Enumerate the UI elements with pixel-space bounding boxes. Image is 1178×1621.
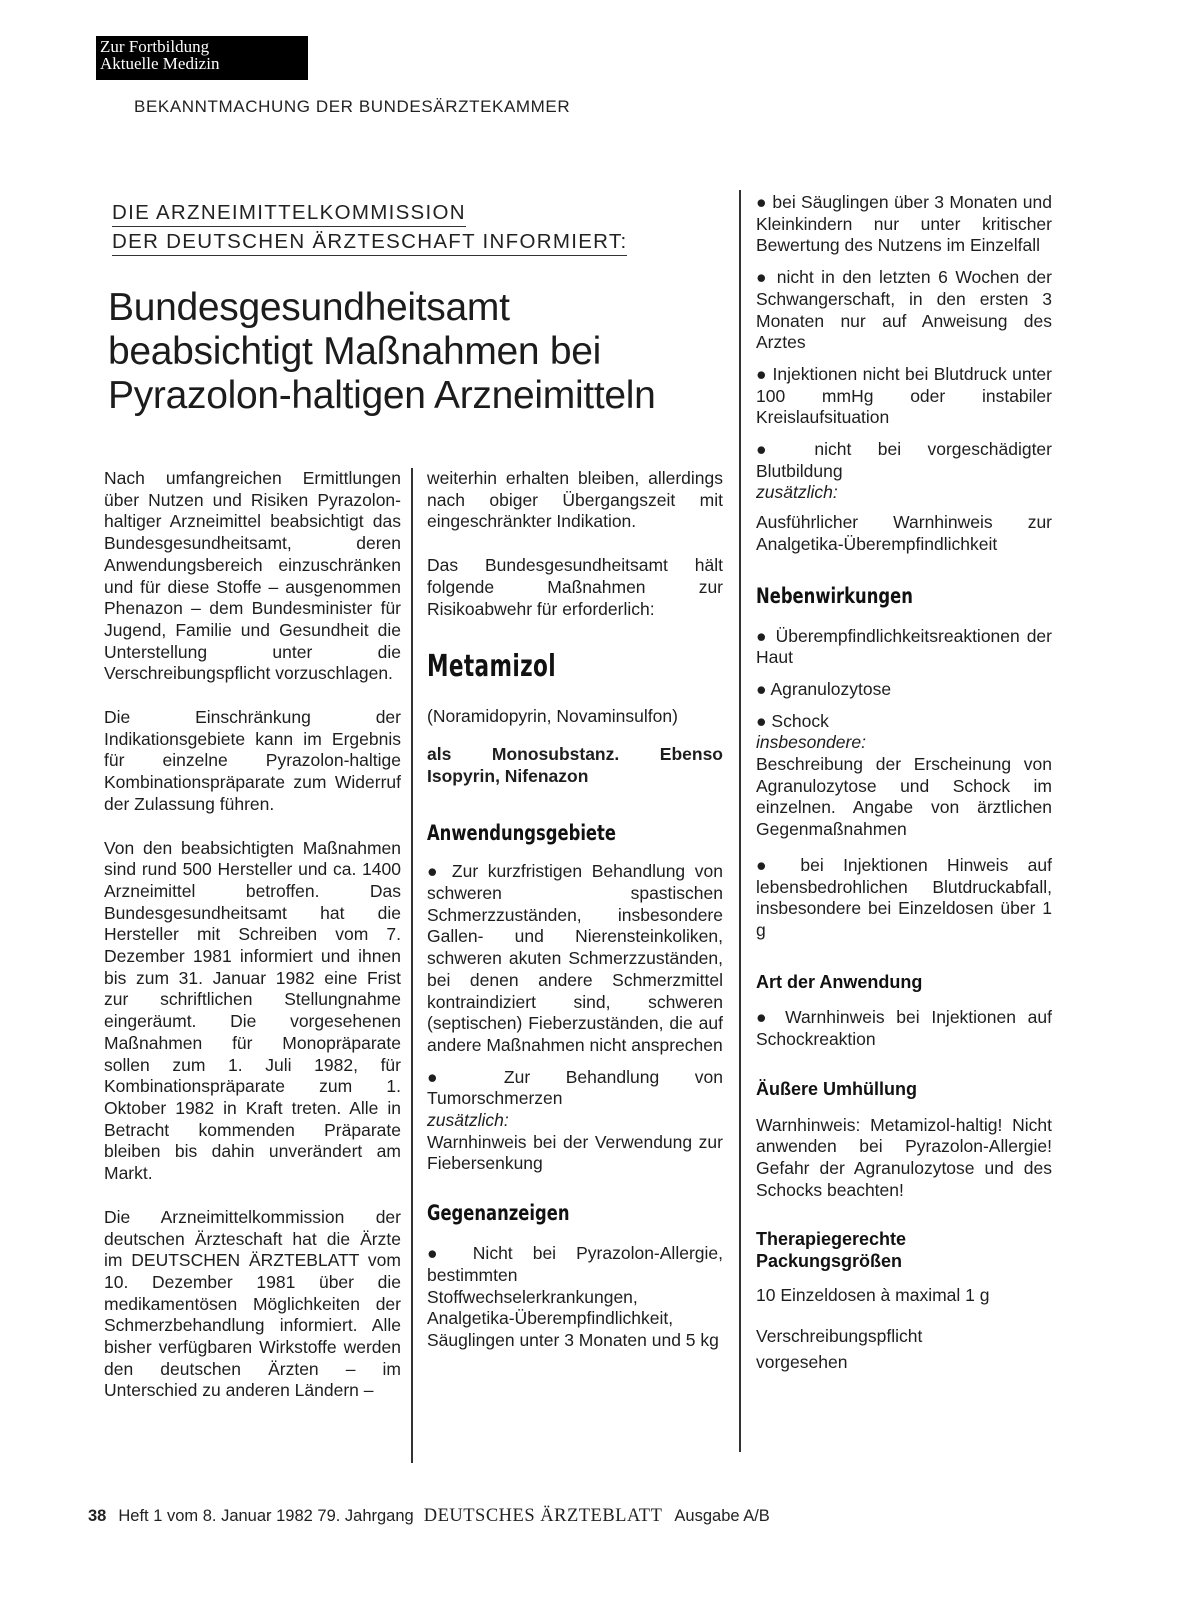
drug-synonyms: (Noramidopyrin, Novaminsulfon) [427, 706, 678, 727]
list-item: ● Nicht bei Pyrazolon-Allergie, bestimmten Stoffwechselerkrankungen, Analgetika-Überempfindlichkeit, Säuglingen unter 3 Monaten und 5 kg [427, 1243, 723, 1350]
title-line3: Pyrazolon-haltigen Arzneimitteln [108, 374, 656, 417]
paragraph: Die Arzneimittelkommission der deutschen Ärzteschaft hat die Ärzte im DEUTSCHEN ÄRZTEBLATT vom 10. Dezember 1981 über die medikamentösen Möglichkeiten der Schmerzbehandlung informiert. Alle bisher verfügbaren Wirkstoffe werden den deutschen Ärzten – im Unterschied zu anderen Ländern – [104, 1206, 401, 1401]
page-number: 38 [88, 1507, 107, 1525]
paragraph: Das Bundesgesundheitsamt hält folgende Maßnahmen zur Risikoabwehr für erforderlich: [427, 555, 723, 619]
paragraph: weiterhin erhalten bleiben, allerdings nach obiger Übergangszeit mit eingeschränkter Indikation. [427, 468, 723, 532]
section-label-line1: Zur Fortbildung [100, 37, 210, 56]
drug-heading-wrap [427, 649, 723, 692]
paragraph: Die Einschränkung der Indikationsgebiete kann im Ergebnis für einzelne Pyrazolon-haltige Kombinationspräparate zum Widerruf der Zulassung führen. [104, 707, 401, 814]
title-line1: Bundesgesundheitsamt [108, 286, 510, 329]
section-heading: Äußere Umhüllung [756, 1078, 917, 1099]
body-column-2 [427, 468, 723, 1352]
title-line2: beabsichtigt Maßnahmen bei [108, 330, 601, 373]
list-item: ● bei Injektionen Hinweis auf lebensbedrohlichen Blutdruckabfall, insbesondere bei Einzeldosen über 1 g [756, 854, 1052, 940]
list-item: ● Zur kurzfristigen Behandlung von schweren spastischen Schmerzzuständen, insbesondere Gallen- und Nierensteinkoliken, schweren akuten Schmerzzuständen, bei denen andere Schmerzmittel kontraindiziert sind, schweren (septischen) Fieberzuständen, die auf andere Maßnahmen nicht ansprechen [427, 861, 723, 1055]
kicker-line1: DIE ARZNEIMITTELKOMMISSION [112, 200, 466, 227]
list-item: ● Warnhinweis bei Injektionen auf Schockreaktion [756, 1007, 1052, 1050]
label-italic: zusätzlich: [427, 1110, 509, 1131]
list-item: ● Injektionen nicht bei Blutdruck unter 100 mmHg oder instabiler Kreislaufsituation [756, 363, 1052, 428]
kicker-line2: DER DEUTSCHEN ÄRZTESCHAFT INFORMIERT: [112, 229, 627, 256]
paragraph: Beschreibung der Erscheinung von Agranulozytose und Schock im einzelnen. Angabe von ärztlichen Gegenmaßnahmen [756, 754, 1052, 840]
list-item: ● nicht bei vorgeschädigter Blutbildung [756, 439, 1052, 481]
section-label-line2: Aktuelle Medizin [100, 54, 220, 73]
section-heading: Anwendungsgebiete [427, 821, 616, 846]
drug-heading: Metamizol [427, 649, 557, 685]
article-kicker [112, 200, 627, 256]
label-italic: zusätzlich: [756, 482, 838, 503]
body-column-1 [104, 468, 401, 1402]
column-divider [739, 190, 741, 1452]
list-item: ● Zur Behandlung von Tumorschmerzen [427, 1066, 723, 1109]
section-heading: Art der Anwendung [756, 971, 923, 992]
paragraph: Warnhinweis bei der Verwendung zur Fiebersenkung [427, 1131, 723, 1174]
section-heading: Gegenanzeigen [427, 1201, 570, 1226]
edition-info: Ausgabe A/B [674, 1507, 770, 1525]
section-heading-wrap [427, 1203, 723, 1235]
paragraph: Ausführlicher Warnhinweis zur Analgetika-Überempfindlichkeit [756, 512, 1052, 554]
list-item: ● Überempfindlichkeitsreaktionen der Haut [756, 625, 1052, 668]
article-title [108, 286, 718, 418]
body-column-3 [756, 192, 1052, 1374]
section-heading-wrap [427, 823, 723, 855]
drug-scope: als Monosubstanz. Ebenso Isopyrin, Nifenazon [427, 743, 723, 786]
section-heading: Therapiegerechte Packungsgrößen [756, 1229, 907, 1272]
issue-info: Heft 1 vom 8. Januar 1982 79. Jahrgang [118, 1507, 414, 1525]
list-item: ● Schock [756, 710, 829, 731]
paragraph: Warnhinweis: Metamizol-haltig! Nicht anwenden bei Pyrazolon-Allergie! Gefahr der Agranulozytose und des Schocks beachten! [756, 1114, 1052, 1200]
section-label [96, 36, 308, 80]
list-item: ● bei Säuglingen über 3 Monaten und Kleinkindern nur unter kritischer Bewertung des Nutzens im Einzelfall [756, 192, 1052, 256]
paragraph: 10 Einzeldosen à maximal 1 g [756, 1284, 990, 1305]
paragraph: Von den beabsichtigten Maßnahmen sind rund 500 Hersteller und ca. 1400 Arzneimittel betroffen. Das Bundesgesundheitsamt hat die Hersteller mit Schreiben vom 7. Dezember 1981 informiert und ihnen bis zum 31. Januar 1982 eine Frist zur schriftlichen Stellungnahme eingeräumt. Die vorgesehenen Maßnahmen für Monopräparate sollen zum 1. Juli 1982, für Kombinationspräparate zum 1. Oktober 1982 in Kraft treten. Alle in Betracht kommenden Präparate bleiben bis dahin unverändert am Markt. [104, 837, 401, 1184]
page-footer [88, 1506, 770, 1527]
journal-name: DEUTSCHES ÄRZTEBLATT [423, 1506, 663, 1526]
paragraph: Nach umfangreichen Ermittlungen über Nutzen und Risiken Pyrazolon-haltiger Arzneimittel beabsichtigt das Bundesgesundheitsamt, deren Anwendungsbereich einzuschränken und für diese Stoffe – ausgenommen Phenazon – dem Bundesminister für Jugend, Familie und Gesundheit die Unterstellung unter die Verschreibungspflicht vorzuschlagen. [104, 468, 401, 684]
list-item: ● Agranulozytose [756, 678, 892, 699]
paragraph: Verschreibungspflicht [756, 1326, 923, 1347]
label-italic: insbesondere: [756, 732, 866, 753]
announcement-heading: BEKANNTMACHUNG DER BUNDESÄRZTEKAMMER [134, 97, 571, 116]
paragraph: vorgesehen [756, 1352, 848, 1373]
section-heading-wrap [756, 583, 1052, 618]
list-item: ● nicht in den letzten 6 Wochen der Schwangerschaft, in den ersten 3 Monaten nur auf Anweisung des Arztes [756, 267, 1052, 353]
section-heading: Nebenwirkungen [756, 583, 913, 608]
column-divider [411, 468, 413, 1463]
